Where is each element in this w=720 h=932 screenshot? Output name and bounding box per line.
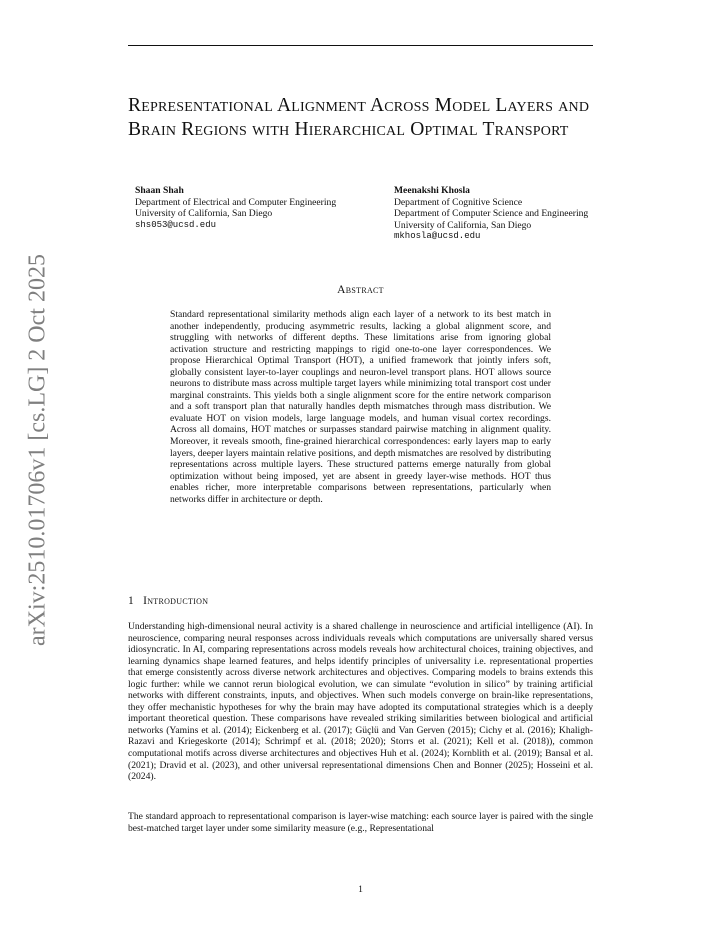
author-affiliation: Department of Cognitive Science — [394, 196, 523, 208]
arxiv-identifier[interactable]: arXiv:2510.01706v1 [cs.LG] 2 Oct 2025 — [24, 254, 51, 646]
author-name: Meenakshi Khosla — [394, 185, 470, 196]
abstract-text: Standard representational similarity methods align each layer of a network to its best match in another independently, producing asymmetric results, lacking a global alignment score, and struggling with networks of different depths. These limitations arise from ignoring global activation structure and restricting mappings to rigid one-to-one layer correspondences. We propose Hierarchical Optimal Transport (HOT), a unified framework that jointly infers soft, globally consistent layer-to-layer couplings and neuron-level transport plans. HOT allows source neurons to distribute mass across multiple target layers while minimizing total transport cost under marginal constraints. This yields both a single alignment score for the entire network comparison and a soft transport plan that naturally handles depth mismatches through mass distribution. We evaluate HOT on vision models, large language models, and human visual cortex recordings. Across all domains, HOT matches or surpasses standard pairwise matching in alignment quality. Moreover, it reveals smooth, fine-grained hierarchical correspondences: early layers map to early layers, deeper layers maintain relative positions, and depth mismatches are resolved by distributing representations across multiple layers. These structured patterns emerge naturally from global optimization without being imposed, yet are absent in greedy layer-wise methods. HOT thus enables richer, more interpretable comparisons between representations, particularly when networks differ in architecture or depth. — [170, 309, 551, 505]
top-rule — [128, 45, 593, 46]
author-affiliation: Department of Computer Science and Engineering — [394, 208, 589, 220]
body-paragraph: Understanding high-dimensional neural activity is a shared challenge in neuroscience and artificial intelligence (AI). In neuroscience, comparing neural responses across individuals reveals which computations are universally shared versus idiosyncratic. In AI, comparing representations across models reveals how architectural choices, training objectives, and learning dynamics shape learned features, and helps identify principles of universality i.e. representational properties that emerge consistently across diverse network architectures and objectives. Comparing models to brains extends this logic further: while we cannot rerun biological evolution, we can simulate “evolution in silico” by training artificial networks with different constraints, inputs, and objectives. When such models converge on brain-like representations, they offer mechanistic hypotheses for why the brain may have adopted its computational strategies which is a deeply important theoretical question. These comparisons have revealed striking similarities between biological and artificial networks (Yamins et al. (2014); Eickenberg et al. (2017); Güçlü and Van Gerven (2015); Cichy et al. (2016); Khaligh-Razavi and Kriegeskorte (2014); Schrimpf et al. (2018; 2020); Storrs et al. (2021); Kell et al. (2018)), common computational motifs across diverse architectures and objectives Huh et al. (2024); Kornblith et al. (2019); Bansal et al. (2021); Dravid et al. (2023), and other universal representational dimensions Chen and Bonner (2025); Hosseini et al. (2024). — [128, 621, 593, 783]
author-email[interactable]: mkhosla@ucsd.edu — [394, 231, 481, 242]
author-block-2 — [394, 185, 588, 243]
section-heading — [128, 595, 208, 607]
section-number: 1 — [128, 595, 135, 607]
author-affiliation: University of California, San Diego — [135, 208, 273, 220]
author-block-1 — [135, 185, 336, 231]
author-email[interactable]: shs053@ucsd.edu — [135, 219, 217, 230]
page-number: 1 — [358, 884, 363, 895]
author-affiliation: Department of Electrical and Computer Engineering — [135, 196, 337, 208]
paper-title: Representational Alignment Across Model Layers and Brain Regions with Hierarchical Optimal Transport — [128, 95, 590, 140]
section-title: Introduction — [143, 595, 209, 607]
abstract-heading: Abstract — [337, 284, 384, 296]
author-affiliation: University of California, San Diego — [394, 219, 532, 231]
body-paragraph: The standard approach to representational comparison is layer-wise matching: each source layer is paired with the single best-matched target layer under some similarity measure (e.g., Representational — [128, 811, 593, 834]
author-name: Shaan Shah — [135, 185, 184, 196]
